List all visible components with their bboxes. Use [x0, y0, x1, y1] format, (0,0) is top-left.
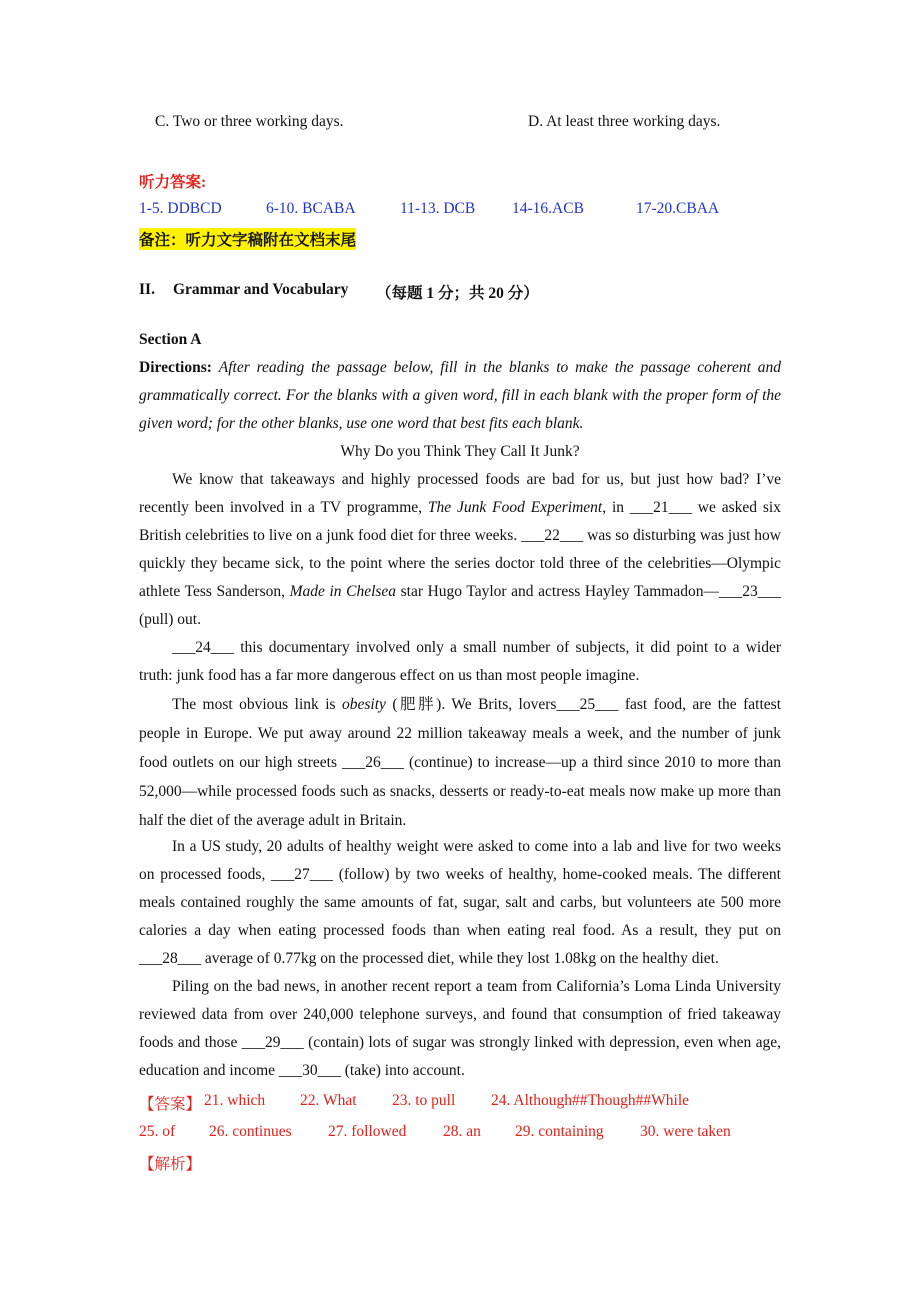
p1-programme-title: The Junk Food Experiment	[427, 499, 603, 516]
paragraph-5: Piling on the bad news, in another recent report a team from California’s Loma Linda University reviewed data from over 240,000 telephone surveys, and found that consumption of fried takeaway foods and those ___29___ (contain) lots of sugar was strongly linked with depression, even when age, education and income ___30___ (take) into account.	[139, 978, 781, 1079]
answer-29: 29. containing	[515, 1123, 604, 1140]
listening-note: 备注：听力文字稿附在文档末尾	[139, 228, 356, 250]
directions-label: Directions:	[139, 359, 212, 376]
answer-label: 【答案】	[139, 1096, 202, 1113]
directions-text: After reading the passage below, fill in the blanks to make the passage coherent and grammatically correct. For the blanks with a given word, fill in each blank with the proper form of the given word; for the other blanks, use one word that best fits each blank.	[139, 359, 781, 432]
listening-answer-2: 6-10. BCABA	[266, 200, 356, 217]
section-a-title: Section A	[139, 331, 202, 348]
answer-26: 26. continues	[209, 1123, 292, 1140]
answer-23: 23. to pull	[392, 1092, 456, 1109]
p1-text-a: We know that takeaways and highly processed foods are bad for us, but just how bad? I’ve recently been involved in a TV programme,	[139, 471, 781, 516]
paragraph-2: ___24___ this documentary involved only a small number of subjects, it did point to a wider truth: junk food has a far more dangerous effect on us than most people imagine.	[139, 639, 781, 684]
listening-answer-title: 听力答案:	[139, 174, 207, 191]
analysis-label: 【解析】	[139, 1156, 202, 1173]
paragraph-3	[139, 690, 781, 835]
answer-28: 28. an	[443, 1123, 481, 1140]
option-d: D. At least three working days.	[528, 113, 721, 130]
section-title: Grammar and Vocabulary	[173, 281, 349, 298]
section-number: II.	[139, 281, 155, 298]
section-score: （每题 1 分；共 20 分）	[376, 285, 539, 302]
p1-text-e: star Hugo Taylor and actress Hayley Tammadon—___23___ (pull) out.	[139, 583, 781, 628]
p3-text-c: (肥胖). We Brits, lovers___25___ fast food, are the fattest people in Europe. We put away around 22 million takeaway meals a week, and the number of junk food outlets on our high streets ___26___ (continue) to increase—up a third since 2010 to more than 52,000—while processed foods such as snacks, desserts or ready-to-eat meals now make up more than half the diet of the average adult in Britain.	[139, 696, 781, 829]
p3-obesity: obesity	[341, 696, 386, 713]
answer-30: 30. were taken	[640, 1123, 731, 1140]
p1-text-c: , in ___21___ we asked six British celebrities to live on a junk food diet for three weeks. ___22___ was so disturbing was just how quickly they became sick, to the point where the series doctor told three of the celebrities—Olympic athlete Tess Sanderson,	[139, 499, 781, 600]
listening-answer-3: 11-13. DCB	[400, 200, 476, 217]
paragraph-4: In a US study, 20 adults of healthy weight were asked to come into a lab and live for two weeks on processed foods, ___27___ (follow) by two weeks of healthy, home-cooked meals. The different meals contained roughly the same amounts of fat, sugar, salt and carbs, but volunteers ate 500 more calories a day when eating processed foods than when eating real food. As a result, they put on ___28___ average of 0.77kg on the processed diet, while they lost 1.08kg on the healthy diet.	[139, 838, 781, 967]
p3-text-a: The most obvious link is	[172, 696, 342, 713]
paragraph-1	[139, 466, 781, 634]
answer-21: 21. which	[204, 1092, 266, 1109]
answer-24: 24. Although##Though##While	[491, 1092, 690, 1109]
listening-answer-5: 17-20.CBAA	[636, 200, 720, 217]
answer-27: 27. followed	[328, 1123, 407, 1140]
p1-show-title: Made in Chelsea	[289, 583, 397, 600]
answer-25: 25. of	[139, 1123, 176, 1140]
directions	[139, 354, 781, 438]
option-c: C. Two or three working days.	[155, 113, 344, 130]
answer-22: 22. What	[300, 1092, 357, 1109]
listening-answer-4: 14-16.ACB	[512, 200, 584, 217]
listening-answer-1: 1-5. DDBCD	[139, 200, 222, 217]
passage-title: Why Do you Think They Call It Junk?	[340, 443, 580, 460]
